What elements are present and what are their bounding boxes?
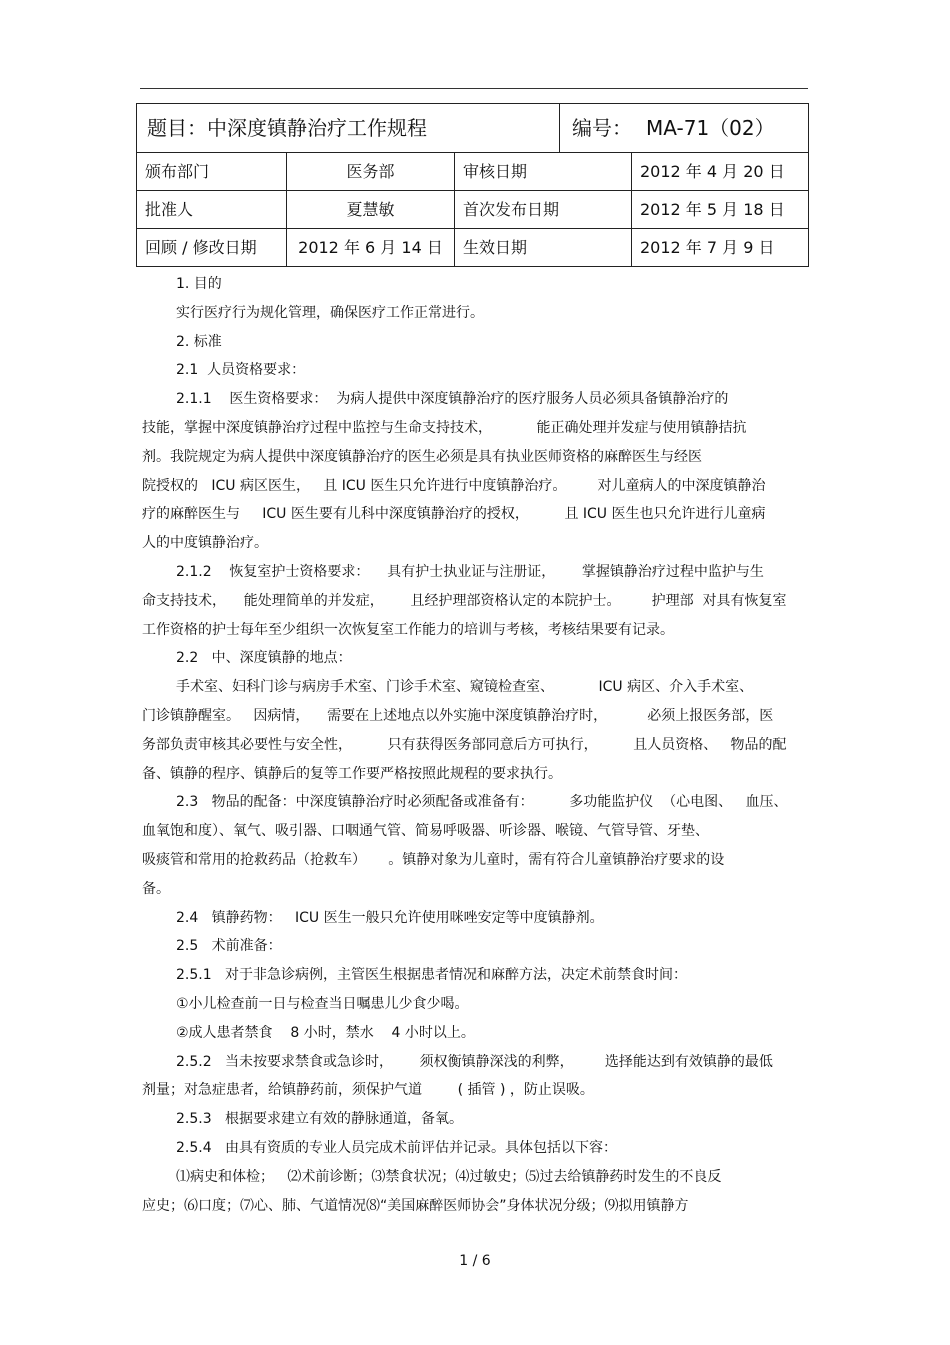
paragraph-line: 血氧饱和度）、氧气、吸引器、口咽通气管、简易呼吸器、听诊器、喉镜、气管导管、牙垫、: [142, 823, 709, 840]
paragraph-line: 实行医疗行为规化管理，确保医疗工作正常进行。: [176, 304, 484, 321]
section-heading: 2.1 人员资格要求：: [176, 362, 306, 379]
field-value: 2012 年 5 月 18 日: [632, 191, 809, 229]
list-item: ①小儿检查前一日与检查当日嘱患儿少食少喝。: [176, 995, 469, 1012]
paragraph-line: 备。: [142, 880, 170, 897]
field-value: 2012 年 4 月 20 日: [632, 153, 809, 191]
paragraph-line: 2.5.4 由具有资质的专业人员完成术前评估并记录。具体包括以下容：: [176, 1139, 617, 1156]
paragraph-line: 剂。我院规定为病人提供中深度镇静治疗的医生必须是具有执业医师资格的麻醉医生与经医: [142, 448, 702, 465]
paragraph-line: 备、镇静的程序、镇静后的复等工作要严格按照此规程的要求执行。: [142, 765, 562, 782]
title-label: 题目：: [147, 116, 207, 140]
list-item: ②成人患者禁食 8 小时，禁水 4 小时以上。: [176, 1024, 475, 1041]
info-row: [137, 229, 809, 267]
paragraph-line: 2.5.2 当未按要求禁食或急诊时， 须权衡镇静深浅的利弊， 选择能达到有效镇静的最低: [176, 1053, 773, 1070]
paragraph-line: 2.1.1 医生资格要求： 为病人提供中深度镇静治疗的医疗服务人员必须具备镇静治疗的: [176, 391, 729, 408]
field-label: 首次发布日期: [455, 191, 632, 229]
field-label: 生效日期: [455, 229, 632, 267]
paragraph-line: 工作资格的护士每年至少组织一次恢复室工作能力的培训与考核，考核结果要有记录。: [142, 621, 674, 638]
field-value: 2012 年 7 月 9 日: [632, 229, 809, 267]
document-body: [142, 270, 810, 1220]
field-value: 2012 年 6 月 14 日: [287, 229, 455, 267]
code-label: 编号：: [572, 116, 632, 140]
page-number: 1 / 6: [459, 1253, 491, 1269]
title-cell: [137, 104, 560, 153]
field-label: 审核日期: [455, 153, 632, 191]
title-row: [137, 104, 809, 153]
section-heading: 2. 标准: [176, 333, 222, 350]
paragraph-line: 手术室、妇科门诊与病房手术室、门诊手术室、窥镜检查室、 ICU 病区、介入手术室、: [176, 679, 754, 696]
paragraph-line: 2.1.2 恢复室护士资格要求： 具有护士执业证与注册证， 掌握镇静治疗过程中监护与生: [176, 563, 764, 580]
field-label: 批准人: [137, 191, 287, 229]
section-heading: 2.2 中、深度镇静的地点：: [176, 650, 352, 667]
paragraph-line: 命支持技术， 能处理简单的并发症， 且经护理部资格认定的本院护士。 护理部 对具有恢复室: [142, 592, 787, 609]
paragraph-line: 2.4 镇静药物： ICU 医生一般只允许使用咪唑安定等中度镇静剂。: [176, 909, 604, 926]
field-value: 夏慧敏: [287, 191, 455, 229]
paragraph-line: 剂量；对急症患者，给镇静药前，须保护气道 ( 插管 ) ，防止误吸。: [142, 1082, 594, 1099]
info-row: [137, 191, 809, 229]
paragraph-line: 疗的麻醉医生与 ICU 医生要有儿科中深度镇静治疗的授权， 且 ICU 医生也只允许进行儿童病: [142, 506, 766, 523]
section-heading: 1. 目的: [176, 276, 222, 292]
document-header-table: [136, 103, 809, 267]
code-cell: [560, 104, 809, 153]
paragraph-line: 门诊镇静醒室。 因病情， 需要在上述地点以外实施中深度镇静治疗时， 必须上报医务部，医: [142, 707, 774, 724]
info-row: [137, 153, 809, 191]
header-rule: [140, 88, 808, 89]
paragraph-line: 2.5.3 根据要求建立有效的静脉通道，备氧。: [176, 1111, 463, 1128]
paragraph-line: 院授权的 ICU 病区医生， 且 ICU 医生只允许进行中度镇静治疗。 对儿童病人的中深度镇静治: [142, 477, 766, 494]
paragraph-line: 技能，掌握中深度镇静治疗过程中监控与生命支持技术， 能正确处理并发症与使用镇静拮抗: [142, 419, 747, 436]
field-label: 颁布部门: [137, 153, 287, 191]
paragraph-line: 吸痰管和常用的抢救药品（抢救车） 。镇静对象为儿童时，需有符合儿童镇静治疗要求的设: [142, 851, 725, 868]
paragraph-line: 2.3 物品的配备：中深度镇静治疗时必须配备或准备有： 多功能监护仪 （心电图、 血压、: [176, 794, 788, 811]
paragraph-line: 务部负责审核其必要性与安全性， 只有获得医务部同意后方可执行， 且人员资格、 物品的配: [142, 736, 787, 753]
field-value: 医务部: [287, 153, 455, 191]
paragraph-line: ⑴病史和体检； ⑵术前诊断；⑶禁食状况；⑷过敏史；⑸过去给镇静药时发生的不良反: [176, 1168, 722, 1185]
section-heading: 2.5 术前准备：: [176, 938, 282, 955]
field-label: 回顾 / 修改日期: [137, 229, 287, 267]
paragraph-line: 人的中度镇静治疗。: [142, 535, 268, 552]
paragraph-line: 2.5.1 对于非急诊病例，主管医生根据患者情况和麻醉方法，决定术前禁食时间：: [176, 967, 687, 984]
document-title: 中深度镇静治疗工作规程: [207, 116, 427, 140]
document-code: MA-71（02）: [646, 116, 775, 140]
paragraph-line: 应史；⑹口度；⑺心、肺、气道情况⑻“美国麻醉医师协会”身体状况分级；⑼拟用镇静方: [142, 1197, 689, 1214]
